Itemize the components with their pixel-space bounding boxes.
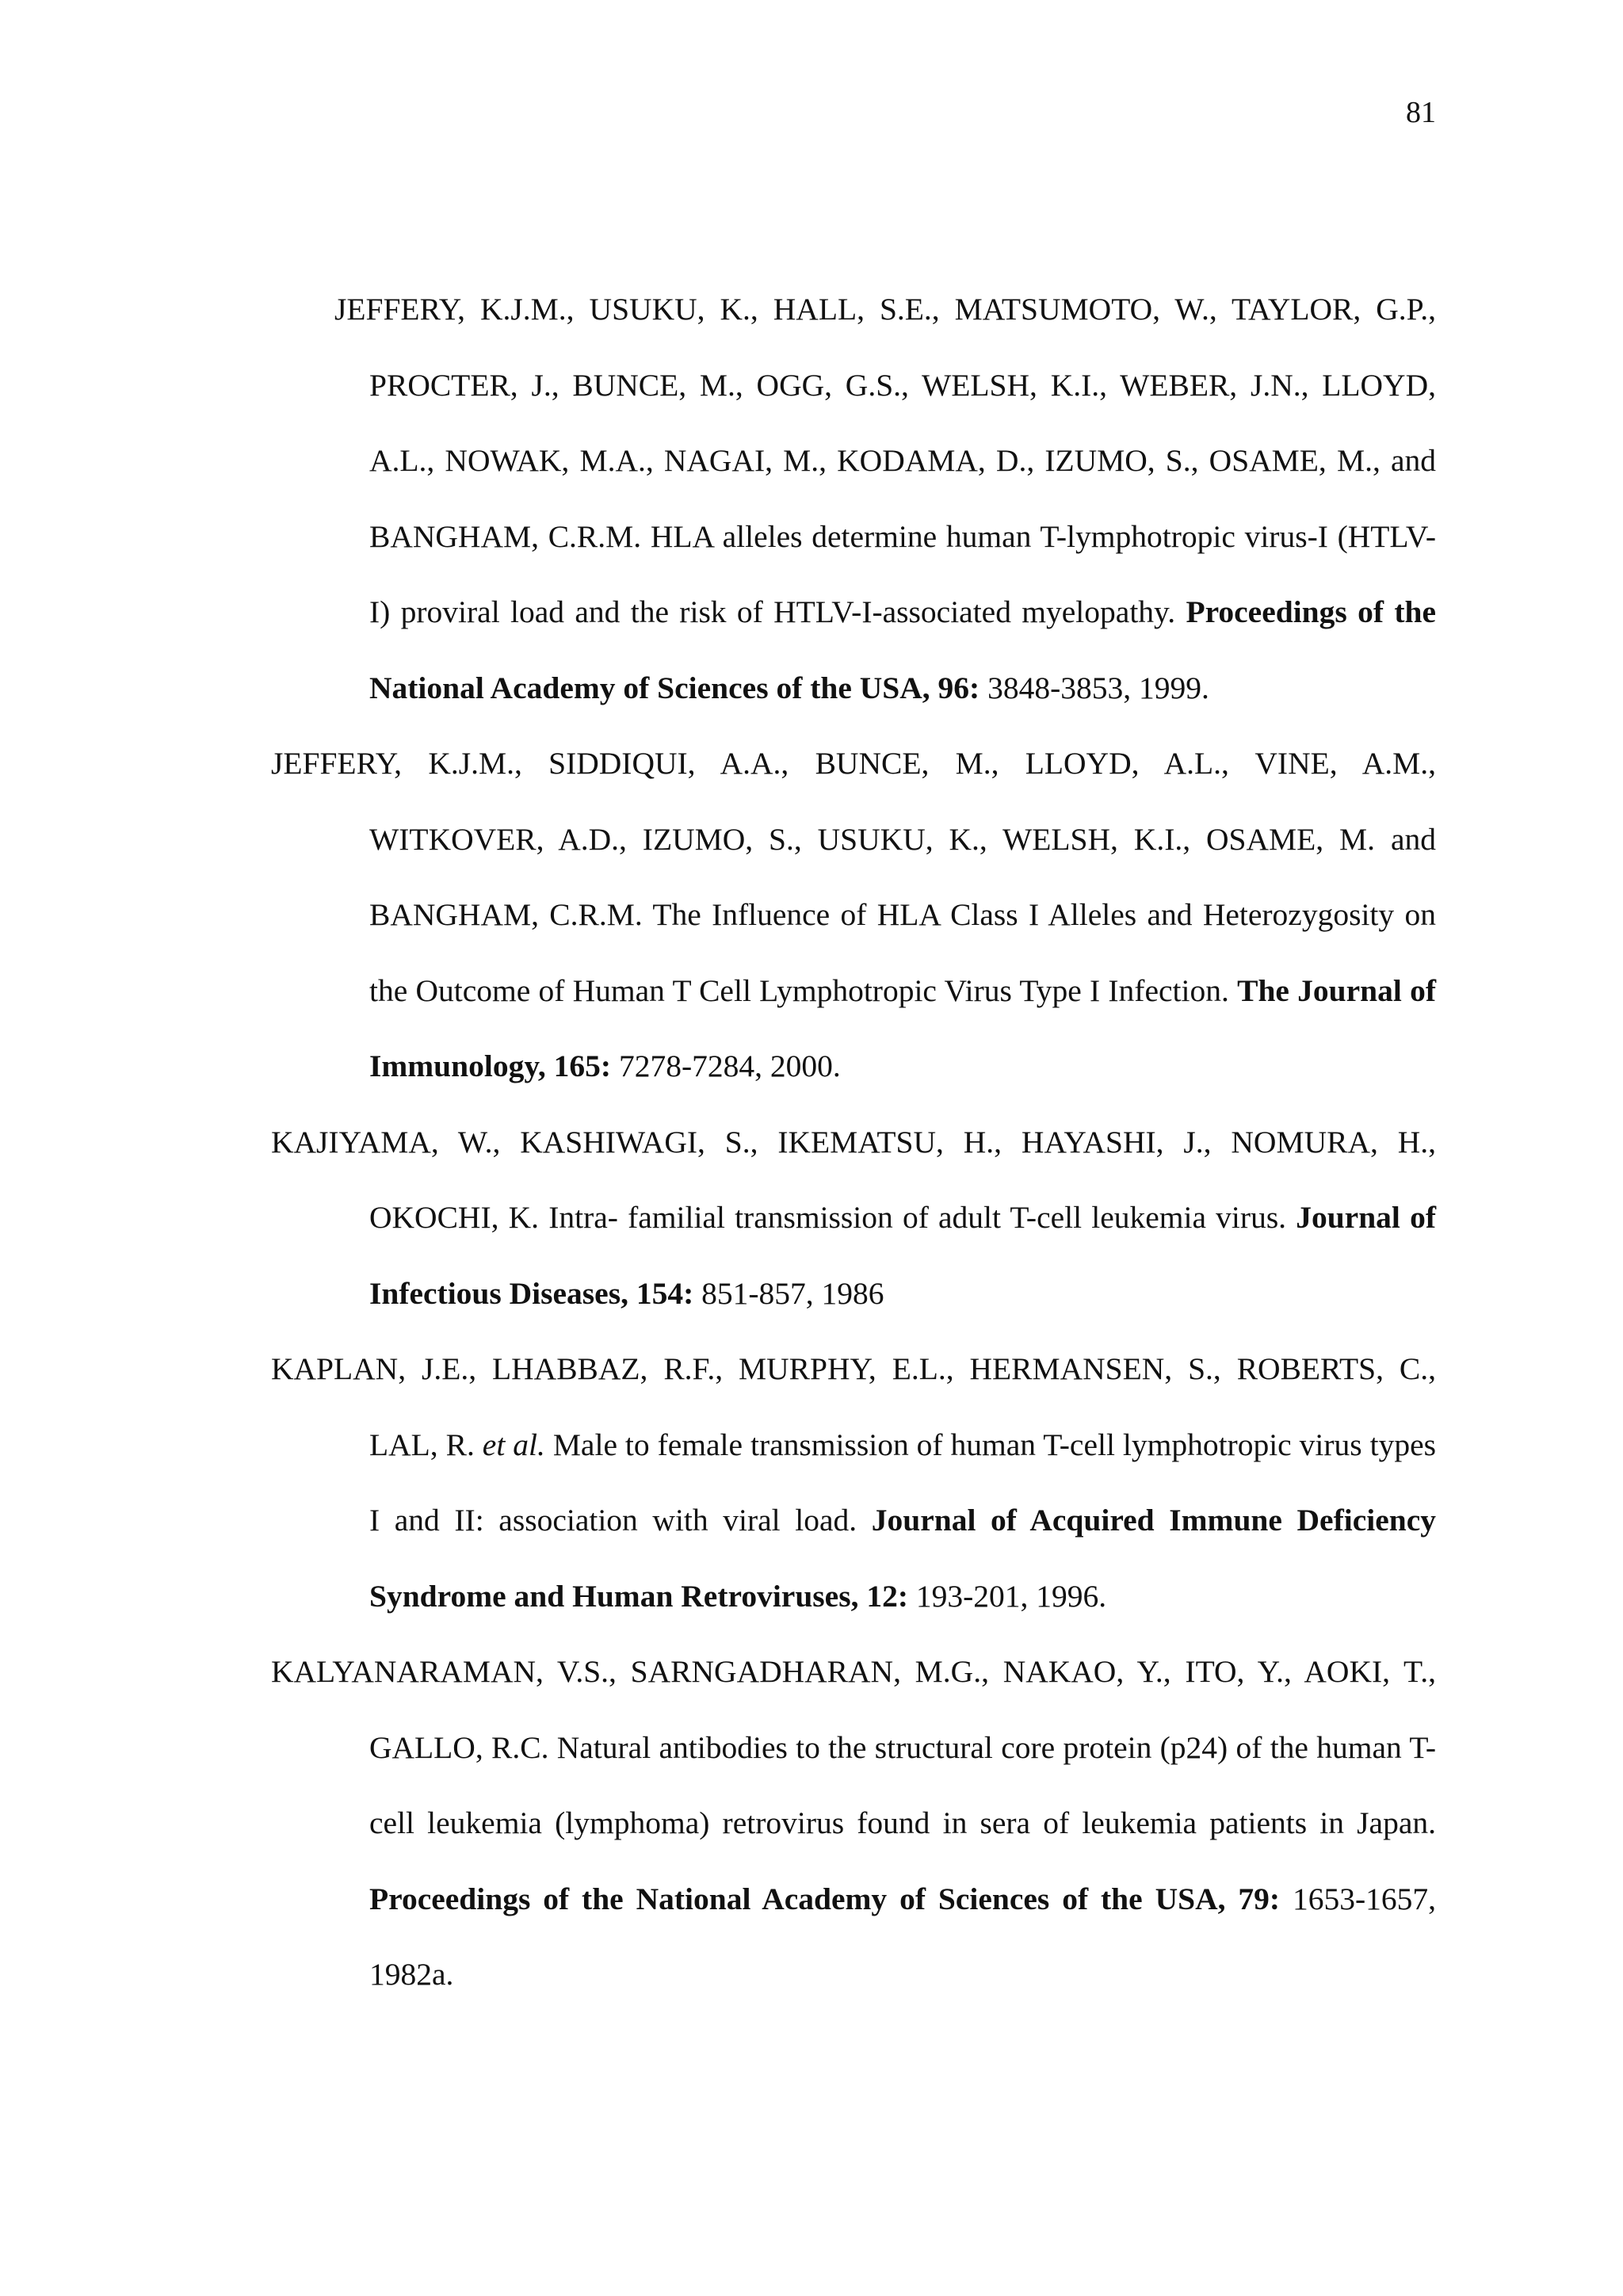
reference-details: 851-857, 1986 <box>693 1275 884 1311</box>
reference-kaplan-1996 <box>271 1331 1436 1634</box>
reference-list <box>271 272 1436 2013</box>
reference-authors: JEFFERY, K.J.M., USUKU, K., HALL, S.E., MATSUMOTO, W., TAYLOR, G.P., PROCTER, J., BUNCE, M., OGG, G.S., WELSH, K.I., WEBER, J.N., LLOYD, A.L., NOWAK, M.A., NAGAI, M., KODAMA, D., IZUMO, S., OSAME, M., and BANGHAM, C.R.M. <box>334 292 1436 554</box>
reference-details: 193-201, 1996. <box>907 1578 1107 1614</box>
reference-authors: KAJIYAMA, W., KASHIWAGI, S., IKEMATSU, H., HAYASHI, J., NOMURA, H., OKOCHI, K. <box>271 1124 1436 1235</box>
reference-journal: Proceedings of the National Academy of Sciences of the USA, 79: <box>369 1881 1281 1916</box>
reference-title: The Influence of HLA Class I Alleles and Heterozygosity on the Outcome of Human T Cell Lymphotropic Virus Type I Infection. <box>369 897 1436 1008</box>
reference-authors: KALYANARAMAN, V.S., SARNGADHARAN, M.G., NAKAO, Y., ITO, Y., AOKI, T., GALLO, R.C. <box>271 1654 1436 1765</box>
reference-jeffery-1999 <box>271 272 1436 726</box>
reference-journal: Proceedings of the National Academy of Sciences of the USA, 96: <box>369 594 1436 705</box>
reference-journal: Journal of Acquired Immune Deficiency Syndrome and Human Retroviruses, 12: <box>369 1503 1436 1614</box>
reference-details: 3848-3853, 1999. <box>980 670 1209 705</box>
reference-et-al: et al. <box>482 1427 545 1462</box>
reference-details: 1653-1657, 1982a. <box>369 1881 1437 1992</box>
reference-title: Intra- familial transmission of adult T-cell leukemia virus. <box>539 1200 1296 1235</box>
reference-kajiyama-1986 <box>271 1105 1436 1332</box>
reference-title: HLA alleles determine human T-lymphotropic virus-I (HTLV-I) proviral load and the risk of HTLV-I-associated myelopathy. <box>369 518 1436 629</box>
page-number: 81 <box>1406 96 1436 129</box>
reference-title: Male to female transmission of human T-cell lymphotropic virus types I and II: association with viral load. <box>369 1427 1436 1538</box>
reference-journal: The Journal of Immunology, 165: <box>369 972 1436 1083</box>
reference-kalyanaraman-1982a <box>271 1634 1436 2013</box>
reference-jeffery-2000 <box>271 726 1436 1105</box>
reference-journal: Journal of Infectious Diseases, 154: <box>369 1200 1436 1311</box>
reference-authors: KAPLAN, J.E., LHABBAZ, R.F., MURPHY, E.L., HERMANSEN, S., ROBERTS, C., LAL, R. <box>271 1351 1436 1462</box>
reference-details: 7278-7284, 2000. <box>611 1049 841 1083</box>
reference-authors: JEFFERY, K.J.M., SIDDIQUI, A.A., BUNCE, M., LLOYD, A.L., VINE, A.M., WITKOVER, A.D., IZUMO, S., USUKU, K., WELSH, K.I., OSAME, M. and BANGHAM, C.R.M. <box>271 746 1436 932</box>
reference-title: Natural antibodies to the structural core protein (p24) of the human T-cell leukemia (lymphoma) retrovirus found in sera of leukemia patients in Japan. <box>369 1729 1436 1840</box>
